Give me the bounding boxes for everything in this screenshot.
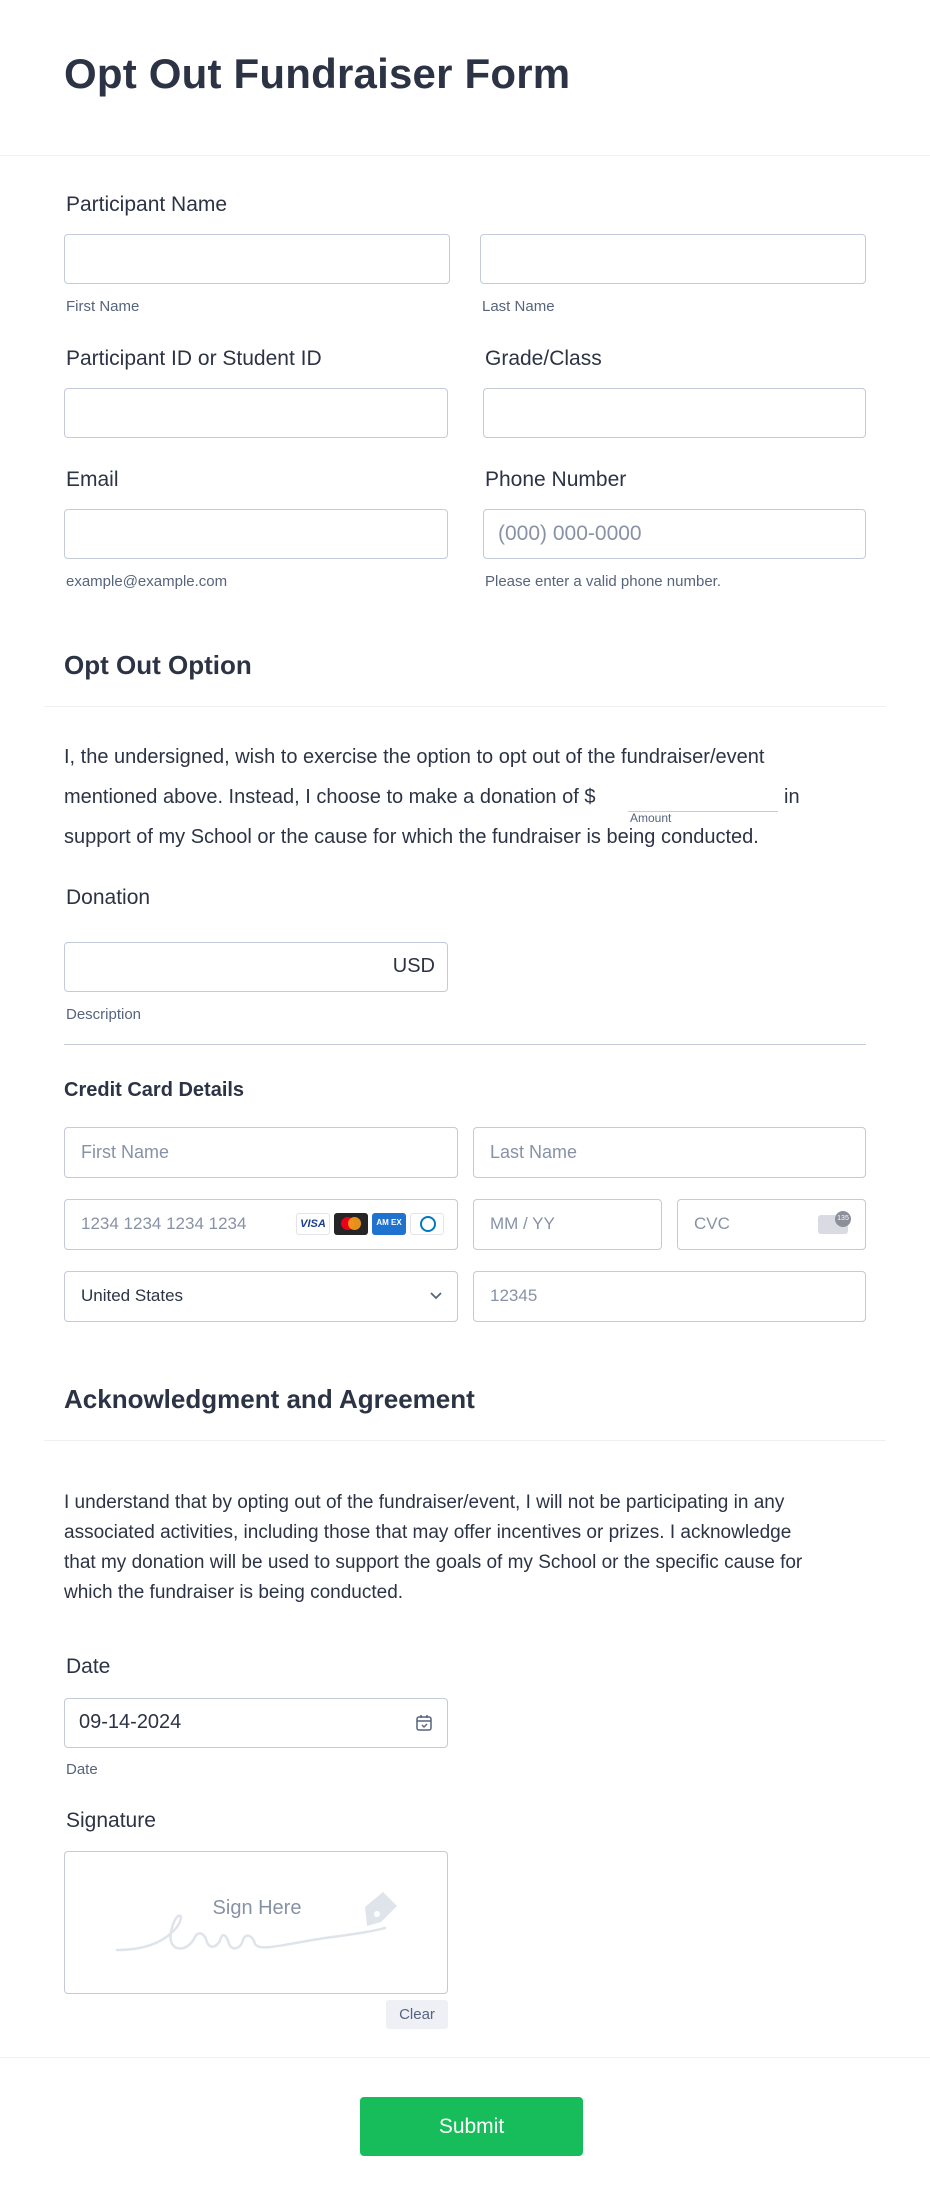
first-name-input[interactable] [64,234,450,284]
donation-label: Donation [66,886,151,909]
opt-out-line-2-post: in [784,786,800,808]
card-number-placeholder: 1234 1234 1234 1234 [81,1214,247,1233]
signature-label: Signature [66,1809,156,1832]
credit-card-heading: Credit Card Details [64,1079,245,1101]
phone-label: Phone Number [485,468,627,491]
page-title: Opt Out Fundraiser Form [64,50,571,97]
header-divider [0,155,930,156]
acknowledgment-divider [44,1440,886,1441]
email-field[interactable] [64,509,448,559]
expiry-input[interactable]: MM / YY [473,1199,662,1250]
cvc-card-icon: 135 [818,1215,848,1234]
acknowledgment-line-3: that my donation will be used to support the goals of my School or the specific cause for [64,1552,803,1573]
donation-divider [64,1044,866,1045]
last-name-sublabel: Last Name [482,298,555,315]
amount-input[interactable] [628,790,778,812]
country-value: United States [81,1286,184,1305]
last-name-input[interactable] [480,234,866,284]
acknowledgment-line-2: associated activities, including those that may offer incentives or prizes. I acknowledge [64,1522,792,1543]
amex-icon: AM EX [372,1213,406,1235]
date-value: 09-14-2024 [79,1711,182,1733]
signature-placeholder: Sign Here [212,1897,302,1919]
opt-out-line-2-pre: mentioned above. Instead, I choose to make a donation of $ [64,786,596,808]
clear-signature-button[interactable]: Clear [386,2000,448,2029]
opt-out-heading: Opt Out Option [64,650,252,680]
country-select[interactable] [64,1271,458,1322]
visa-icon: VISA [296,1213,330,1235]
cvc-input[interactable] [677,1199,866,1250]
opt-out-divider [44,706,886,707]
acknowledgment-heading: Acknowledgment and Agreement [64,1384,475,1414]
zip-input[interactable]: 12345 [473,1271,866,1322]
chevron-down-icon [429,1291,443,1301]
donation-input[interactable] [64,942,448,992]
cvc-placeholder: CVC [694,1214,730,1233]
phone-sublabel: Please enter a valid phone number. [485,573,721,590]
opt-out-line-3: support of my School or the cause for which the fundraiser is being conducted. [64,826,759,848]
email-sublabel: example@example.com [66,573,228,590]
date-label: Date [66,1655,111,1678]
opt-out-line-1: I, the undersigned, wish to exercise the option to opt out of the fundraiser/event [64,746,765,768]
email-label: Email [66,468,119,491]
amount-sublabel: Amount [630,811,672,825]
cc-first-name-input[interactable]: First Name [64,1127,458,1178]
participant-id-input[interactable] [64,388,448,438]
acknowledgment-line-1: I understand that by opting out of the fundraiser/event, I will not be participating in any [64,1492,785,1513]
cc-last-name-input[interactable]: Last Name [473,1127,866,1178]
grade-label: Grade/Class [485,347,602,370]
signature-scribble-icon [115,1892,405,1962]
signature-pad[interactable] [64,1851,448,1994]
currency-label: USD [392,955,435,977]
diners-icon [410,1213,444,1235]
mastercard-icon [334,1213,368,1235]
card-number-input[interactable] [64,1199,458,1250]
footer-divider [0,2057,930,2058]
acknowledgment-line-4: which the fundraiser is being conducted. [64,1582,404,1603]
grade-input[interactable] [483,388,866,438]
date-sublabel: Date [66,1761,98,1778]
participant-name-label: Participant Name [66,193,228,216]
donation-sublabel: Description [66,1006,142,1023]
submit-button[interactable]: Submit [360,2097,583,2156]
first-name-sublabel: First Name [66,298,140,315]
phone-input[interactable]: (000) 000-0000 [483,509,866,559]
date-input[interactable] [64,1698,448,1748]
participant-id-label: Participant ID or Student ID [66,347,322,370]
acknowledgment-text [64,1488,802,1608]
calendar-icon[interactable] [415,1714,433,1732]
